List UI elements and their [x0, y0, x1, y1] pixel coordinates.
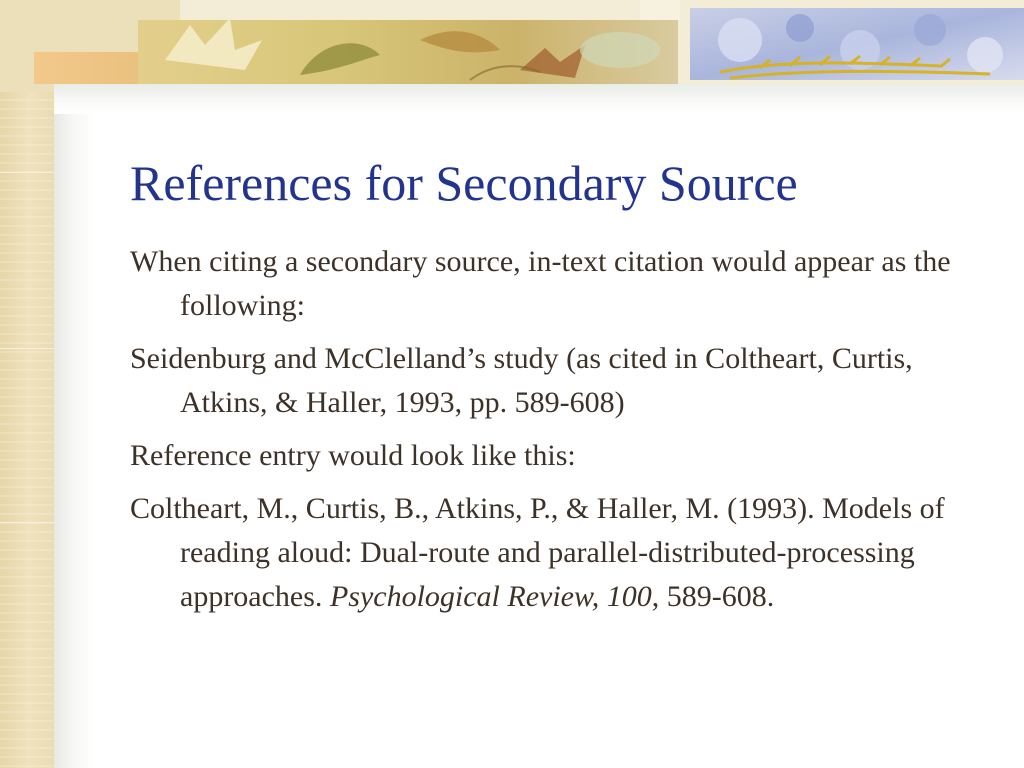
journal-title: Psychological Review, 100 — [329, 580, 652, 613]
strip-shadow — [54, 86, 94, 768]
autumn-leaves-banner — [138, 18, 678, 86]
banner-fade — [54, 84, 1024, 114]
decorative-banner — [0, 0, 1024, 92]
reference-text-before: Coltheart, M., Curtis, B., Atkins, P., & Haller, M. (1993). Models of reading aloud: Dual-route and parallel-distributed-processing approaches. — [130, 492, 945, 613]
reference-text-after: , 589-608. — [651, 580, 775, 613]
paragraph-reference-entry — [130, 487, 990, 619]
paragraph-intro: When citing a secondary source, in-text citation would appear as the following: — [130, 245, 951, 322]
slide-body — [130, 240, 990, 628]
slide-title: References for Secondary Source — [130, 155, 798, 211]
parchment-strip — [0, 0, 54, 768]
paragraph-in-text-example: Seidenburg and McClelland’s study (as cited in Coltheart, Curtis, Atkins, & Haller, 1993, pp. 589-608) — [130, 342, 913, 419]
paragraph-reference-intro: Reference entry would look like this: — [130, 439, 576, 472]
